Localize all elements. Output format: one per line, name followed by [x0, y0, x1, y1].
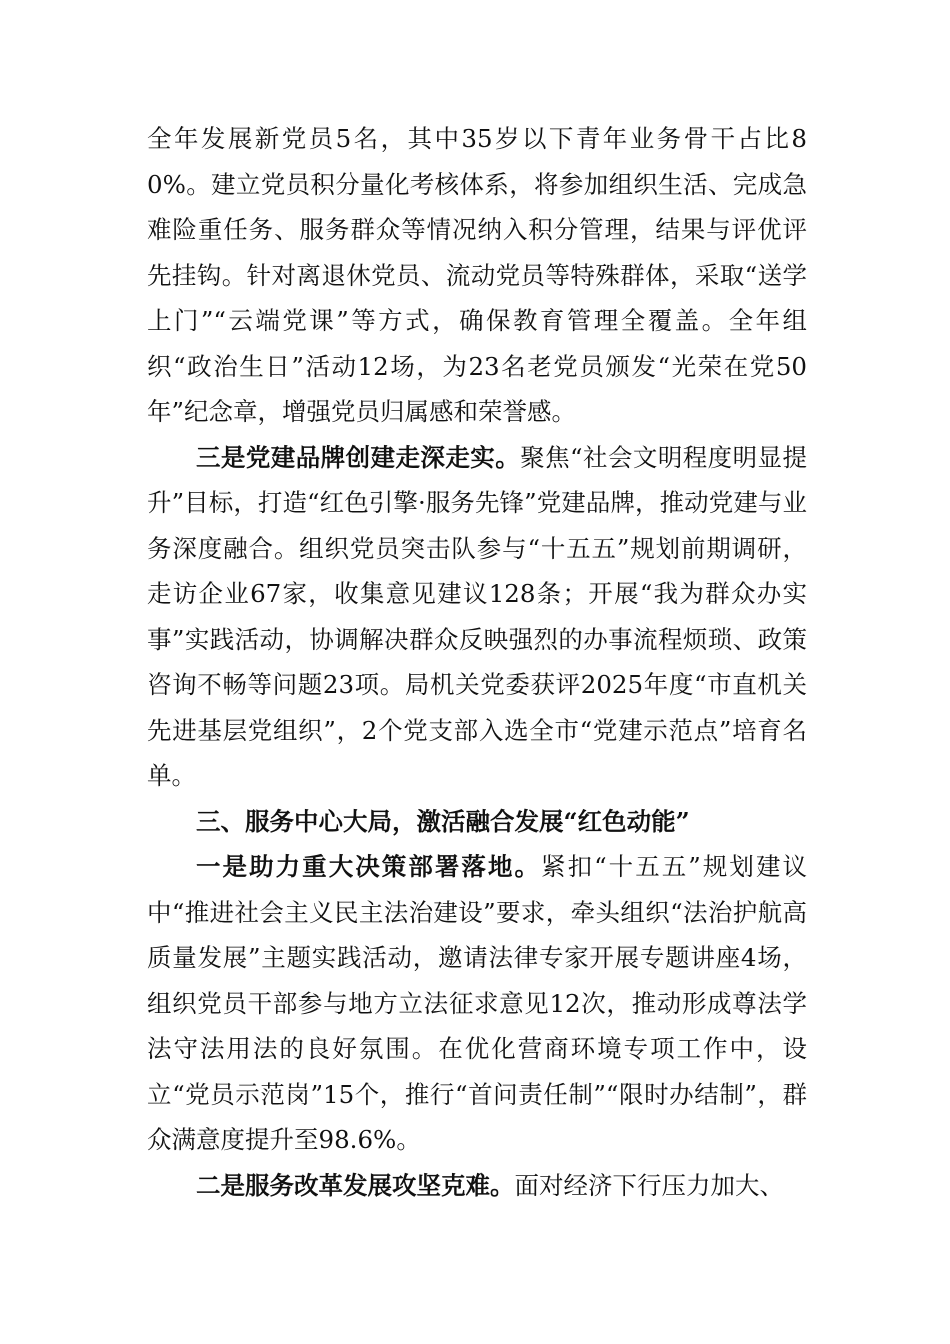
paragraph-text: 面对经济下行压力加大、 [514, 1170, 784, 1200]
paragraph-lead-heading: 三是党建品牌创建走深走实。 [196, 442, 521, 472]
paragraph-party-brand [147, 435, 807, 799]
paragraph-lead-heading: 一是助力重大决策部署落地。 [196, 852, 542, 881]
paragraph-major-decisions [147, 844, 807, 1163]
paragraph-text: 紧扣“十五五”规划建议中“推进社会主义民主法治建设”要求，牵头组织“法治护航高质量发展”主题实践活动，邀请法律专家开展专题讲座4场，组织党员干部参与地方立法征求意见12次，推动形成尊法学法守法用法的良好氛围。在优化营商环境专项工作中，设立“党员示范岗”15个，推行“首问责任制”“限时办结制”，群众满意度提升至98.6%。 [147, 852, 807, 1154]
paragraph-reform-development [147, 1163, 807, 1209]
paragraph-text: 全年发展新党员5名，其中35岁以下青年业务骨干占比80%。建立党员积分量化考核体系，将参加组织生活、完成急难险重任务、服务群众等情况纳入积分管理，结果与评优评先挂钩。针对离退休党员、流动党员等特殊群体，采取“送学上门”“云端党课”等方式，确保教育管理全覆盖。全年组织“政治生日”活动12场，为23名老党员颁发“光荣在党50年”纪念章，增强党员归属感和荣誉感。 [147, 124, 807, 426]
section-heading-3: 三、服务中心大局，激活融合发展“红色动能” [196, 806, 690, 836]
document-body [147, 116, 807, 1208]
paragraph-text: 聚焦“社会文明程度明显提升”目标，打造“红色引擎·服务先锋”党建品牌，推动党建与业务深度融合。组织党员突击队参与“十五五”规划前期调研，走访企业67家，收集意见建议128条；开展“我为群众办实事”实践活动，协调解决群众反映强烈的办事流程烦琐、政策咨询不畅等问题23项。局机关党委获评2025年度“市直机关先进基层党组织”，2个党支部入选全市“党建示范点”培育名单。 [147, 442, 807, 790]
paragraph-party-member-development [147, 116, 807, 435]
paragraph-lead-heading: 二是服务改革发展攻坚克难。 [196, 1170, 515, 1200]
